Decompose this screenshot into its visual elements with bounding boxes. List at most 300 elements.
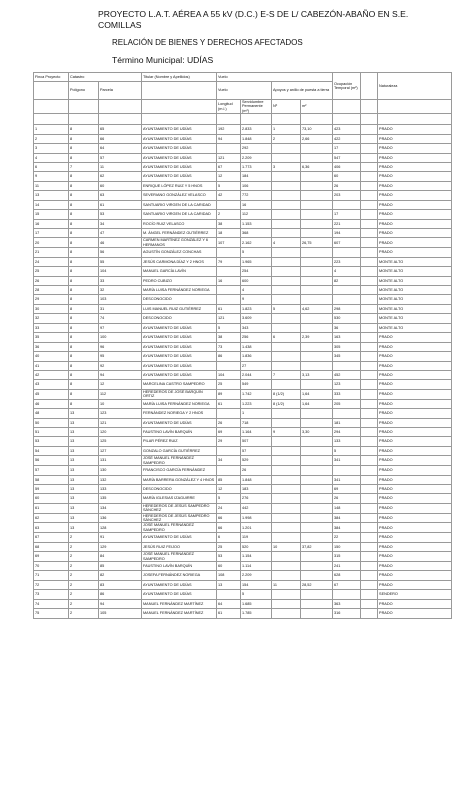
cell-longitud: 86: [217, 352, 241, 361]
cell-finca: 11: [34, 181, 69, 190]
cell-servidumbre: 4: [241, 286, 272, 295]
cell-apoyo-m2: [301, 590, 333, 599]
cell-finca: 62: [34, 513, 69, 523]
cell-apoyo-m2: [301, 286, 333, 295]
cell-apoyo-m2: [301, 571, 333, 580]
cell-parcela: 120: [99, 427, 142, 436]
cell-ocupacion: 194: [333, 229, 361, 238]
cell-apoyo-m2: [301, 191, 333, 200]
cell-poligono: 13: [69, 494, 99, 503]
cell-apoyo-num: [272, 286, 301, 295]
table-body: [34, 125, 452, 618]
cell-ocupacion: [333, 200, 361, 209]
cell-apoyo-m2: [301, 475, 333, 484]
cell-poligono: 2: [69, 533, 99, 542]
cell-apoyo-m2: [301, 144, 333, 153]
cell-ocupacion: [333, 295, 361, 304]
cell-poligono: 8: [69, 361, 99, 370]
table-row: [34, 418, 452, 427]
cell-poligono: 7: [69, 162, 99, 171]
cell-naturaleza: MONTE ALTO: [378, 257, 452, 266]
header-blank-3: [99, 100, 142, 114]
cell-poligono: 8: [69, 304, 99, 313]
cell-spacer: [361, 248, 378, 257]
cell-naturaleza: PRADO: [378, 446, 452, 455]
cell-titular: CARMEN MARTÍNEZ GONZÁLEZ Y 6 HERMANOS: [142, 238, 217, 248]
cell-naturaleza: PRADO: [378, 533, 452, 542]
cell-finca: 45: [34, 389, 69, 399]
cell-ocupacion: 305: [333, 342, 361, 351]
cell-titular: JESÚS RUIZ FEIJOO: [142, 542, 217, 551]
cell-finca: 1: [34, 125, 69, 134]
cell-parcela: 83: [99, 580, 142, 589]
cell-poligono: 13: [69, 437, 99, 446]
cell-spacer: [361, 437, 378, 446]
cell-titular: JOSÉ MANUEL FERNÁNDEZ SAMPEDRO: [142, 552, 217, 562]
cell-finca: 14: [34, 200, 69, 209]
cell-naturaleza: PRADO: [378, 561, 452, 570]
header-spacer: [361, 73, 378, 100]
cell-titular: AYUNTAMIENTO DE UDÍAS: [142, 361, 217, 370]
cell-naturaleza: PRADO: [378, 191, 452, 200]
cell-spacer: [361, 191, 378, 200]
cell-parcela: 33: [99, 276, 142, 285]
cell-finca: 67: [34, 533, 69, 542]
cell-servidumbre: 112: [241, 210, 272, 219]
cell-finca: 3: [34, 144, 69, 153]
cell-naturaleza: PRADO: [378, 370, 452, 379]
cell-apoyo-m2: 4,62: [301, 304, 333, 313]
cell-naturaleza: PRADO: [378, 361, 452, 370]
cell-apoyo-m2: [301, 361, 333, 370]
cell-longitud: 13: [217, 580, 241, 589]
header-gap-3: [99, 114, 142, 125]
cell-longitud: 121: [217, 153, 241, 162]
cell-apoyo-num: [272, 248, 301, 257]
header-gap-2: [69, 114, 99, 125]
cell-apoyo-m2: [301, 323, 333, 332]
table-header: [34, 73, 452, 125]
cell-spacer: [361, 229, 378, 238]
cell-spacer: [361, 153, 378, 162]
cell-titular: JOSÉ MANUEL FERNÁNDEZ SAMPEDRO: [142, 456, 217, 466]
cell-parcela: 82: [99, 571, 142, 580]
cell-poligono: 13: [69, 513, 99, 523]
cell-spacer: [361, 380, 378, 389]
cell-spacer: [361, 523, 378, 533]
cell-titular: FAUSTINO LAVÍN BARQUÍN: [142, 427, 217, 436]
cell-longitud: 18: [217, 229, 241, 238]
cell-finca: 59: [34, 484, 69, 493]
cell-apoyo-num: [272, 466, 301, 475]
cell-spacer: [361, 352, 378, 361]
cell-titular: AYUNTAMIENTO DE UDÍAS: [142, 153, 217, 162]
cell-apoyo-m2: [301, 513, 333, 523]
cell-apoyo-num: 1: [272, 125, 301, 134]
cell-spacer: [361, 323, 378, 332]
header-gap-1: [34, 114, 69, 125]
cell-apoyo-m2: [301, 409, 333, 418]
cell-ocupacion: 341: [333, 475, 361, 484]
cell-finca: 70: [34, 561, 69, 570]
cell-apoyo-num: [272, 571, 301, 580]
cell-titular: MARÍA BARRERA GONZÁLEZ Y 4 HNOS: [142, 475, 217, 484]
cell-parcela: 96: [99, 342, 142, 351]
table-row: [34, 399, 452, 408]
cell-apoyo-m2: [301, 295, 333, 304]
cell-spacer: [361, 484, 378, 493]
cell-servidumbre: 1.998: [241, 513, 272, 523]
cell-poligono: 8: [69, 144, 99, 153]
cell-apoyo-m2: 1,64: [301, 399, 333, 408]
cell-ocupacion: 69: [333, 484, 361, 493]
affected-properties-table: [33, 72, 452, 619]
cell-servidumbre: 1.153: [241, 219, 272, 228]
cell-parcela: 136: [99, 513, 142, 523]
table-row: [34, 446, 452, 455]
cell-poligono: 8: [69, 257, 99, 266]
cell-servidumbre: 5: [241, 248, 272, 257]
cell-titular: PILAR PÉREZ RUIZ: [142, 437, 217, 446]
cell-spacer: [361, 542, 378, 551]
cell-apoyo-num: 7: [272, 370, 301, 379]
cell-parcela: 125: [99, 437, 142, 446]
cell-finca: 50: [34, 418, 69, 427]
cell-apoyo-m2: 6,36: [301, 162, 333, 171]
cell-apoyo-num: [272, 352, 301, 361]
cell-longitud: 12: [217, 172, 241, 181]
cell-finca: 46: [34, 399, 69, 408]
cell-poligono: 8: [69, 248, 99, 257]
cell-spacer: [361, 494, 378, 503]
cell-parcela: 103: [99, 295, 142, 304]
cell-ocupacion: 148: [333, 503, 361, 513]
table-row: [34, 503, 452, 513]
table-row: [34, 153, 452, 162]
cell-naturaleza: MONTE ALTO: [378, 267, 452, 276]
cell-apoyo-num: [272, 200, 301, 209]
table-row: [34, 533, 452, 542]
cell-parcela: 11: [99, 162, 142, 171]
table-row: [34, 267, 452, 276]
cell-naturaleza: PRADO: [378, 352, 452, 361]
cell-servidumbre: 2.209: [241, 571, 272, 580]
cell-ocupacion: [333, 590, 361, 599]
cell-poligono: 13: [69, 484, 99, 493]
cell-parcela: 91: [99, 533, 142, 542]
table-row: [34, 304, 452, 313]
cell-spacer: [361, 399, 378, 408]
cell-parcela: 10: [99, 399, 142, 408]
cell-naturaleza: MONTE ALTO: [378, 286, 452, 295]
cell-apoyo-num: [272, 599, 301, 608]
cell-longitud: 67: [217, 162, 241, 171]
cell-apoyo-num: [272, 523, 301, 533]
cell-apoyo-num: [272, 456, 301, 466]
cell-spacer: [361, 571, 378, 580]
cell-apoyo-num: [272, 475, 301, 484]
cell-ocupacion: 150: [333, 542, 361, 551]
cell-finca: 56: [34, 456, 69, 466]
cell-longitud: [217, 144, 241, 153]
cell-longitud: 12: [217, 484, 241, 493]
cell-apoyo-m2: [301, 523, 333, 533]
table-row: [34, 437, 452, 446]
cell-naturaleza: PRADO: [378, 172, 452, 181]
cell-naturaleza: PRADO: [378, 523, 452, 533]
cell-titular: AYUNTAMIENTO DE UDÍAS: [142, 144, 217, 153]
cell-apoyo-num: [272, 172, 301, 181]
cell-titular: JOSÉ MANUEL FERNÁNDEZ SAMPEDRO: [142, 523, 217, 533]
header-gap-9: [333, 114, 361, 125]
table-row: [34, 295, 452, 304]
cell-ocupacion: 316: [333, 609, 361, 618]
cell-ocupacion: 22: [333, 533, 361, 542]
cell-finca: 73: [34, 590, 69, 599]
cell-titular: MANUEL FERNÁNDEZ MARTÍNEZ: [142, 609, 217, 618]
cell-spacer: [361, 599, 378, 608]
cell-longitud: 53: [217, 552, 241, 562]
cell-apoyo-num: [272, 144, 301, 153]
cell-poligono: 2: [69, 561, 99, 570]
cell-poligono: 2: [69, 552, 99, 562]
cell-spacer: [361, 162, 378, 171]
cell-titular: M. ÁNGEL FERNÁNDEZ GUTIÉRREZ: [142, 229, 217, 238]
cell-ocupacion: 345: [333, 352, 361, 361]
cell-naturaleza: PRADO: [378, 494, 452, 503]
cell-ocupacion: 406: [333, 162, 361, 171]
cell-spacer: [361, 590, 378, 599]
cell-servidumbre: 442: [241, 503, 272, 513]
cell-naturaleza: PRADO: [378, 144, 452, 153]
cell-poligono: 8: [69, 153, 99, 162]
cell-apoyo-m2: [301, 609, 333, 618]
cell-servidumbre: 254: [241, 267, 272, 276]
cell-apoyo-num: [272, 323, 301, 332]
cell-longitud: [217, 200, 241, 209]
cell-servidumbre: 119: [241, 533, 272, 542]
cell-ocupacion: 82: [333, 276, 361, 285]
cell-finca: 17: [34, 229, 69, 238]
cell-ocupacion: 341: [333, 456, 361, 466]
cell-poligono: 8: [69, 210, 99, 219]
cell-longitud: 73: [217, 342, 241, 351]
table-row: [34, 475, 452, 484]
cell-titular: MARÍA LUISA FERNÁNDEZ NORIEGA: [142, 286, 217, 295]
cell-naturaleza: PRADO: [378, 456, 452, 466]
table-row: [34, 210, 452, 219]
table-row: [34, 200, 452, 209]
cell-finca: 53: [34, 437, 69, 446]
cell-apoyo-m2: [301, 181, 333, 190]
cell-longitud: [217, 267, 241, 276]
cell-finca: 9: [34, 172, 69, 181]
table-row: [34, 484, 452, 493]
cell-spacer: [361, 333, 378, 342]
table-row: [34, 229, 452, 238]
cell-finca: 58: [34, 475, 69, 484]
cell-parcela: 127: [99, 446, 142, 455]
cell-apoyo-num: [272, 210, 301, 219]
cell-servidumbre: 600: [241, 276, 272, 285]
cell-apoyo-num: [272, 533, 301, 542]
cell-titular: MANUEL GARCÍA LAVÍN: [142, 267, 217, 276]
cell-titular: AYUNTAMIENTO DE UDÍAS: [142, 580, 217, 589]
cell-spacer: [361, 181, 378, 190]
cell-longitud: [217, 409, 241, 418]
cell-naturaleza: PRADO: [378, 580, 452, 589]
table-row: [34, 314, 452, 323]
cell-servidumbre: 2.209: [241, 153, 272, 162]
cell-longitud: 94: [217, 134, 241, 143]
cell-titular: SEVERIANO GONZÁLEZ VELASCO: [142, 191, 217, 200]
cell-finca: 74: [34, 599, 69, 608]
cell-spacer: [361, 561, 378, 570]
header-parcela: Parcela: [99, 82, 142, 100]
cell-titular: ENRIQUE LÓPEZ RUIZ Y 5 HNOS: [142, 181, 217, 190]
cell-finca: 71: [34, 571, 69, 580]
table-row: [34, 191, 452, 200]
cell-parcela: 53: [99, 210, 142, 219]
cell-naturaleza: PRADO: [378, 162, 452, 171]
cell-longitud: [217, 295, 241, 304]
table-row: [34, 380, 452, 389]
cell-titular: AYUNTAMIENTO DE UDÍAS: [142, 370, 217, 379]
table-row: [34, 323, 452, 332]
table-row: [34, 580, 452, 589]
cell-apoyo-num: 6: [272, 333, 301, 342]
cell-titular: DESCONOCIDO: [142, 314, 217, 323]
cell-longitud: 64: [217, 599, 241, 608]
cell-apoyo-num: [272, 191, 301, 200]
cell-finca: 29: [34, 295, 69, 304]
cell-servidumbre: 2.044: [241, 370, 272, 379]
cell-servidumbre: 183: [241, 484, 272, 493]
cell-ocupacion: 223: [333, 257, 361, 266]
table-row: [34, 552, 452, 562]
header-apoyos: Apoyos y anillo de puesta a tierra: [272, 82, 333, 100]
cell-parcela: 133: [99, 484, 142, 493]
cell-poligono: 8: [69, 219, 99, 228]
cell-apoyo-m2: 3,13: [301, 370, 333, 379]
cell-finca: 15: [34, 210, 69, 219]
cell-poligono: 13: [69, 409, 99, 418]
cell-apoyo-num: 4: [272, 238, 301, 248]
cell-parcela: 130: [99, 466, 142, 475]
table-row: [34, 370, 452, 379]
cell-apoyo-num: 5: [272, 304, 301, 313]
cell-servidumbre: 9: [241, 295, 272, 304]
cell-longitud: 85: [217, 475, 241, 484]
cell-longitud: 66: [217, 513, 241, 523]
cell-apoyo-m2: [301, 561, 333, 570]
cell-apoyo-m2: [301, 229, 333, 238]
cell-titular: AYUNTAMIENTO DE UDÍAS: [142, 352, 217, 361]
cell-apoyo-m2: 37,82: [301, 542, 333, 551]
cell-poligono: 8: [69, 323, 99, 332]
header-poligono: Polígono: [69, 82, 99, 100]
cell-servidumbre: 1.164: [241, 427, 272, 436]
cell-poligono: 2: [69, 571, 99, 580]
cell-ocupacion: 60: [333, 172, 361, 181]
cell-servidumbre: 1.848: [241, 134, 272, 143]
table-row: [34, 542, 452, 551]
cell-finca: 30: [34, 304, 69, 313]
cell-naturaleza: PRADO: [378, 229, 452, 238]
cell-apoyo-num: [272, 561, 301, 570]
cell-titular: JESÚS CARMONA DÍAZ Y 2 HNOS: [142, 257, 217, 266]
cell-poligono: 13: [69, 456, 99, 466]
cell-longitud: 60: [217, 561, 241, 570]
cell-apoyo-m2: [301, 219, 333, 228]
cell-spacer: [361, 427, 378, 436]
table-row: [34, 144, 452, 153]
cell-poligono: 13: [69, 523, 99, 533]
cell-spacer: [361, 134, 378, 143]
cell-naturaleza: MONTE ALTO: [378, 304, 452, 313]
cell-poligono: 8: [69, 191, 99, 200]
cell-finca: 43: [34, 380, 69, 389]
cell-titular: MARÍA LUISA FERNÁNDEZ NORIEGA: [142, 399, 217, 408]
cell-apoyo-num: [272, 342, 301, 351]
cell-naturaleza: PRADO: [378, 542, 452, 551]
cell-finca: 72: [34, 580, 69, 589]
cell-servidumbre: 1.823: [241, 304, 272, 313]
cell-titular: AYUNTAMIENTO DE UDÍAS: [142, 590, 217, 599]
cell-naturaleza: PRADO: [378, 513, 452, 523]
cell-spacer: [361, 475, 378, 484]
cell-servidumbre: 1.836: [241, 352, 272, 361]
cell-finca: 36: [34, 342, 69, 351]
cell-finca: 25: [34, 267, 69, 276]
header-gap-5: [217, 114, 241, 125]
cell-parcela: 84: [99, 552, 142, 562]
cell-spacer: [361, 361, 378, 370]
cell-servidumbre: 343: [241, 323, 272, 332]
table-row: [34, 342, 452, 351]
cell-apoyo-m2: [301, 210, 333, 219]
cell-ocupacion: 36: [333, 323, 361, 332]
header-gap-4: [142, 114, 217, 125]
cell-ocupacion: 294: [333, 427, 361, 436]
cell-parcela: 63: [99, 191, 142, 200]
cell-titular: FRANCISCO GARCÍA FERNÁNDEZ: [142, 466, 217, 475]
cell-parcela: 32: [99, 286, 142, 295]
cell-poligono: 8: [69, 380, 99, 389]
table-row: [34, 609, 452, 618]
cell-apoyo-m2: [301, 257, 333, 266]
cell-spacer: [361, 446, 378, 455]
cell-finca: 75: [34, 609, 69, 618]
cell-longitud: 79: [217, 257, 241, 266]
cell-ocupacion: 315: [333, 552, 361, 562]
cell-finca: 16: [34, 219, 69, 228]
cell-naturaleza: MONTE ALTO: [378, 323, 452, 332]
cell-ocupacion: 298: [333, 304, 361, 313]
cell-apoyo-num: [272, 257, 301, 266]
cell-apoyo-m2: [301, 552, 333, 562]
cell-parcela: 65: [99, 125, 142, 134]
cell-longitud: [217, 466, 241, 475]
cell-naturaleza: PRADO: [378, 399, 452, 408]
cell-naturaleza: PRADO: [378, 342, 452, 351]
cell-longitud: 5: [217, 323, 241, 332]
cell-parcela: 56: [99, 248, 142, 257]
header-blank-7: [378, 100, 452, 114]
cell-parcela: 34: [99, 219, 142, 228]
cell-ocupacion: 384: [333, 513, 361, 523]
cell-poligono: 13: [69, 466, 99, 475]
